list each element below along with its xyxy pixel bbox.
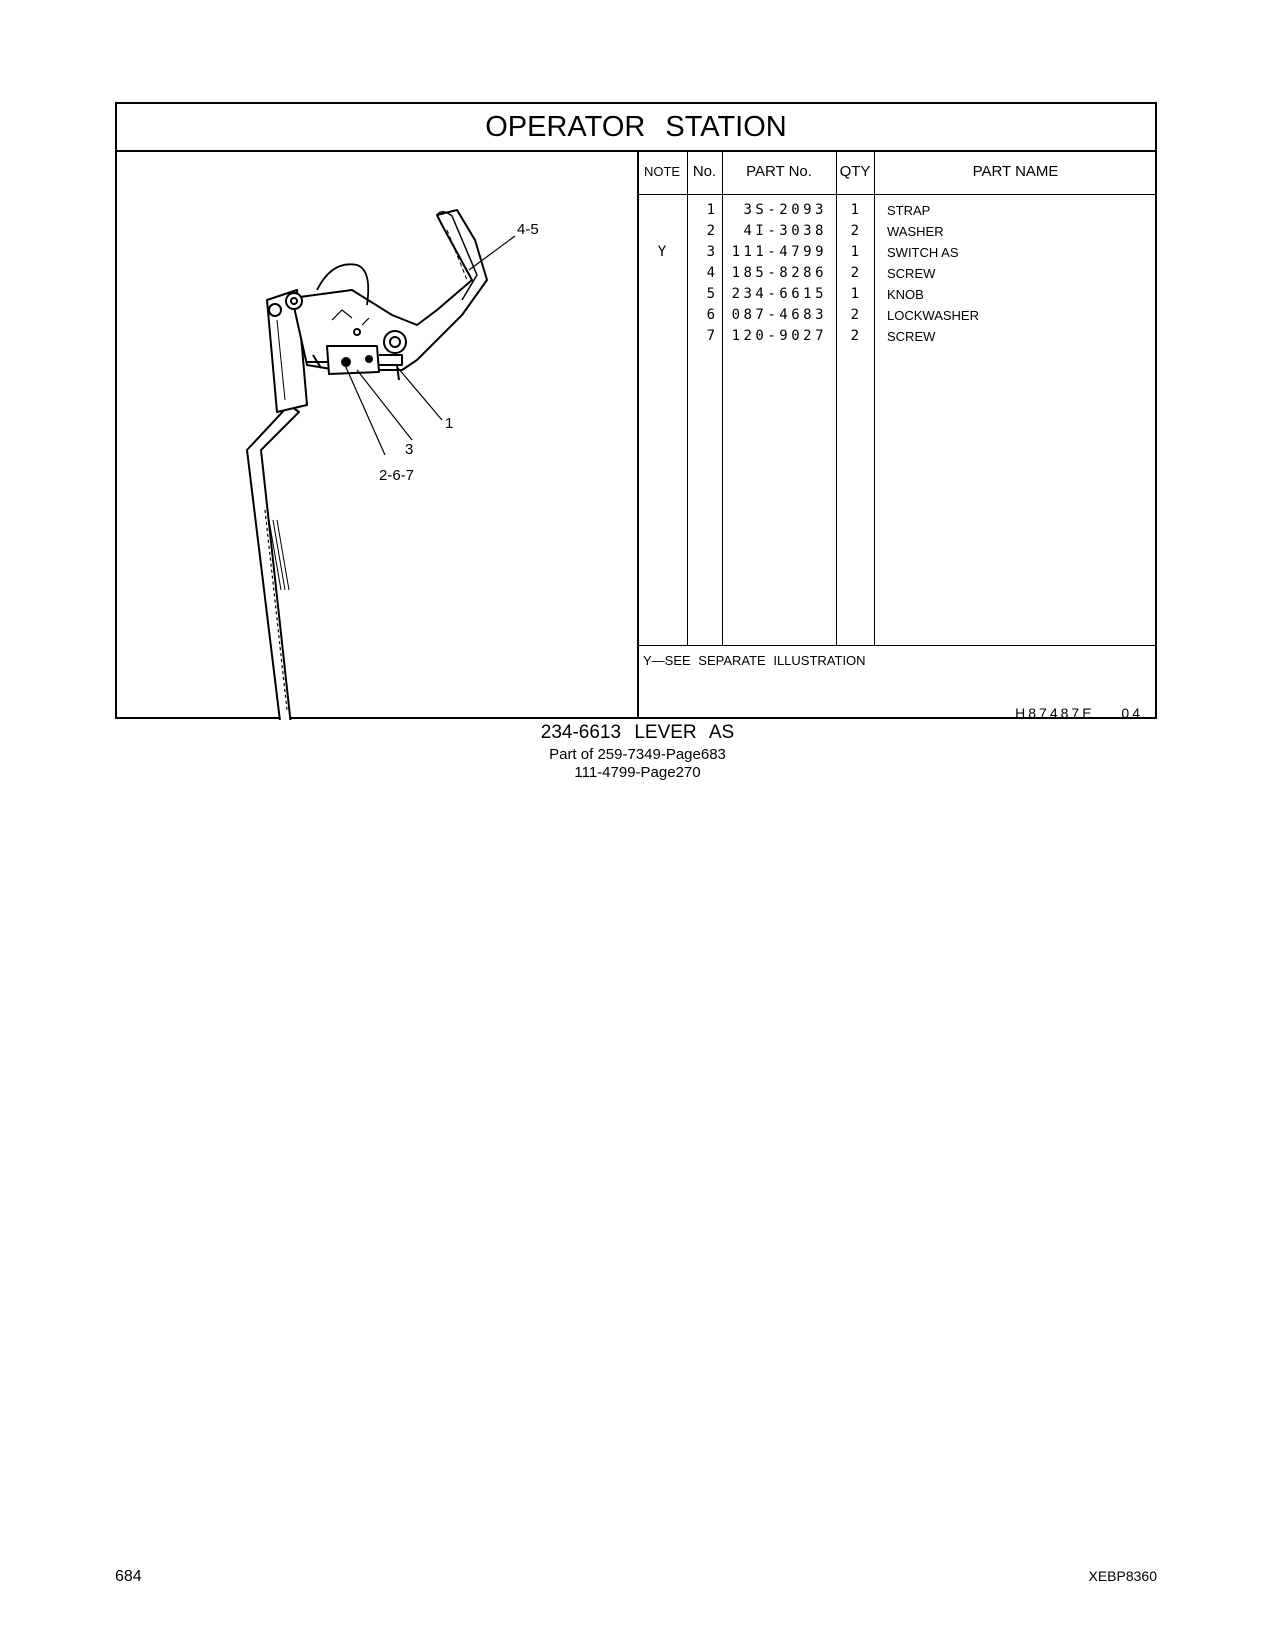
row-no: 2: [706, 223, 715, 239]
table-row: [637, 305, 1155, 326]
col-no: No.: [692, 163, 717, 180]
table-row: [637, 326, 1155, 347]
footnote: Y—SEE SEPARATE ILLUSTRATION: [643, 653, 866, 668]
row-no: 1: [706, 202, 715, 218]
row-qty: 1: [850, 286, 859, 302]
row-part-name: SCREW: [887, 329, 936, 344]
row-part-name: KNOB: [887, 287, 924, 302]
parts-frame: [115, 102, 1157, 719]
callout-3: 3: [405, 441, 414, 458]
col-qty: QTY: [839, 163, 871, 180]
row-no: 4: [706, 265, 715, 281]
assembly-reference: Part of 259-7349-Page683: [549, 746, 726, 763]
row-part-name: LOCKWASHER: [887, 308, 979, 323]
row-part-no: 111-4799: [731, 244, 827, 260]
row-part-no: 4I-3038: [743, 223, 827, 239]
document-id: XEBP8360: [1088, 1568, 1157, 1584]
callout-1: 1: [445, 415, 454, 432]
col-part-name: PART NAME: [972, 163, 1059, 180]
table-header: [637, 150, 1155, 195]
row-qty: 2: [850, 265, 859, 281]
table-footer-divider: [637, 645, 1155, 646]
assembly-title: 234-6613 LEVER AS: [540, 722, 735, 743]
row-no: 3: [706, 244, 715, 260]
row-qty: 2: [850, 223, 859, 239]
row-qty: 1: [850, 202, 859, 218]
row-part-name: STRAP: [887, 203, 931, 218]
row-qty: 2: [850, 307, 859, 323]
table-row: [637, 263, 1155, 284]
row-part-no: 087-4683: [731, 307, 827, 323]
row-part-no: 120-9027: [731, 328, 827, 344]
table-row: [637, 242, 1155, 263]
row-part-name: SCREW: [887, 266, 936, 281]
row-note: Y: [657, 244, 667, 260]
row-part-name: WASHER: [887, 224, 944, 239]
parts-table: [637, 150, 1155, 721]
col-note: NOTE: [643, 164, 681, 179]
row-part-name: SWITCH AS: [887, 245, 959, 260]
assembly-reference: 111-4799-Page270: [574, 764, 701, 781]
page-number: 684: [115, 1568, 142, 1585]
table-row: [637, 221, 1155, 242]
parts-illustration: [117, 150, 639, 717]
row-no: 5: [706, 286, 715, 302]
callout-2-6-7: 2-6-7: [379, 467, 415, 484]
row-qty: 1: [850, 244, 859, 260]
callout-4-5: 4-5: [517, 221, 539, 238]
illustration-code: H87487E 04: [1015, 705, 1143, 721]
row-no: 6: [706, 307, 715, 323]
row-part-no: 3S-2093: [743, 202, 827, 218]
table-row: [637, 200, 1155, 221]
row-no: 7: [706, 328, 715, 344]
row-qty: 2: [850, 328, 859, 344]
row-part-no: 234-6615: [731, 286, 827, 302]
section-title: OPERATOR STATION: [117, 104, 1155, 152]
col-part-no: PART No.: [746, 163, 812, 180]
lever-drawing: [117, 150, 637, 720]
table-row: [637, 284, 1155, 305]
row-part-no: 185-8286: [731, 265, 827, 281]
